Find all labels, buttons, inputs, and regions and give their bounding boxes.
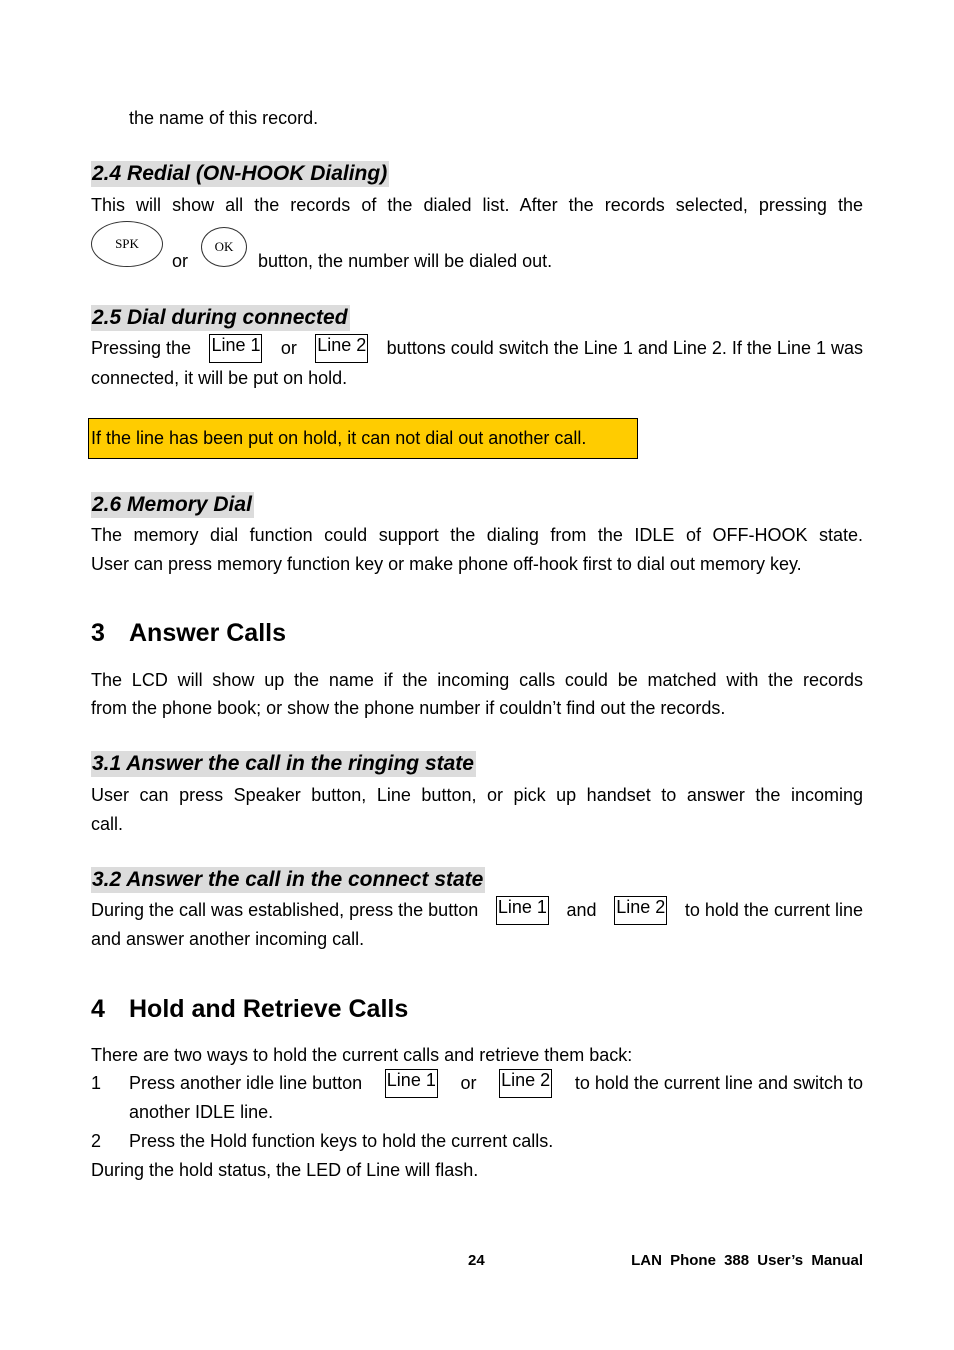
- list-item-1-line1: [129, 1069, 863, 1098]
- section-3-1-line2: call.: [91, 814, 124, 834]
- chapter-3-line2: from the phone book; or show the phone number if couldn’t find out the records.: [91, 698, 726, 718]
- text-span: to hold the current line: [684, 900, 863, 920]
- chapter-4-intro: There are two ways to hold the current calls and retrieve them back:: [91, 1045, 633, 1065]
- section-2-6-heading: 2.6 Memory Dial: [92, 493, 252, 516]
- text-span: Pressing the: [91, 338, 192, 358]
- chapter-title: Hold and Retrieve Calls: [129, 995, 409, 1023]
- manual-title: LAN Phone 388 User’s Manual: [631, 1252, 863, 1269]
- line-1-button-ref: Line 1: [385, 1069, 438, 1098]
- section-2-5-line1: [91, 334, 863, 363]
- ok-key-icon: [201, 227, 247, 267]
- section-2-5-heading: 2.5 Dial during connected: [92, 306, 348, 329]
- section-3-2-line1: [91, 896, 863, 925]
- section-3-1-line1: User can press Speaker button, Line button, or pick up handset to answer the incoming: [91, 785, 863, 805]
- section-2-4-line1: This will show all the records of the dialed list. After the records selected, pressing the: [91, 195, 863, 215]
- hold-note-box: If the line has been put on hold, it can not dial out another call.: [88, 418, 638, 459]
- section-2-4-heading: 2.4 Redial (ON-HOOK Dialing): [92, 162, 388, 185]
- line-1-button-ref: Line 1: [209, 334, 262, 363]
- section-3-1-heading: 3.1 Answer the call in the ringing state: [92, 752, 474, 775]
- line-2-button-ref: Line 2: [499, 1069, 552, 1098]
- text-span: or: [460, 1073, 477, 1093]
- text-span: Press another idle line button: [129, 1073, 363, 1093]
- chapter-number: 3: [91, 619, 105, 647]
- section-3-2-line2: and answer another incoming call.: [91, 929, 365, 949]
- chapter-3-line1: The LCD will show up the name if the incoming calls could be matched with the records: [91, 670, 863, 690]
- line-2-button-ref: Line 2: [614, 896, 667, 925]
- list-item-2-text: Press the Hold function keys to hold the current calls.: [129, 1131, 554, 1151]
- chapter-4-heading: [91, 994, 408, 1024]
- chapter-3-heading: [91, 618, 286, 648]
- chapter-number: 4: [91, 995, 105, 1023]
- chapter-title: Answer Calls: [129, 619, 287, 647]
- section-2-6-line2: User can press memory function key or make phone off-hook first to dial out memory key.: [91, 554, 802, 574]
- chapter-4-outro: During the hold status, the LED of Line will flash.: [91, 1160, 479, 1180]
- list-item-1-line2: another IDLE line.: [129, 1102, 274, 1122]
- section-2-6-line1: The memory dial function could support the dialing from the IDLE of OFF-HOOK state.: [91, 525, 863, 545]
- text-span: During the call was established, press the button: [91, 900, 479, 920]
- list-item-number: 1: [91, 1073, 102, 1093]
- or-text: or: [172, 251, 189, 271]
- page-number: 24: [468, 1252, 485, 1269]
- ok-key-label: OK: [214, 239, 234, 254]
- section-2-4-line2: button, the number will be dialed out.: [258, 251, 553, 271]
- spk-key-icon: [91, 221, 163, 267]
- intro-line: the name of this record.: [129, 108, 319, 128]
- section-2-5-line2: connected, it will be put on hold.: [91, 368, 348, 388]
- text-span: or: [280, 338, 297, 358]
- line-1-button-ref: Line 1: [496, 896, 549, 925]
- text-span: to hold the current line and switch to: [574, 1073, 863, 1093]
- text-span: buttons could switch the Line 1 and Line 2. If the Line 1 was: [386, 338, 863, 358]
- line-2-button-ref: Line 2: [315, 334, 368, 363]
- section-3-2-heading: 3.2 Answer the call in the connect state: [92, 868, 484, 891]
- text-span: and: [566, 900, 597, 920]
- list-item-number: 2: [91, 1131, 102, 1151]
- spk-key-label: SPK: [115, 236, 139, 251]
